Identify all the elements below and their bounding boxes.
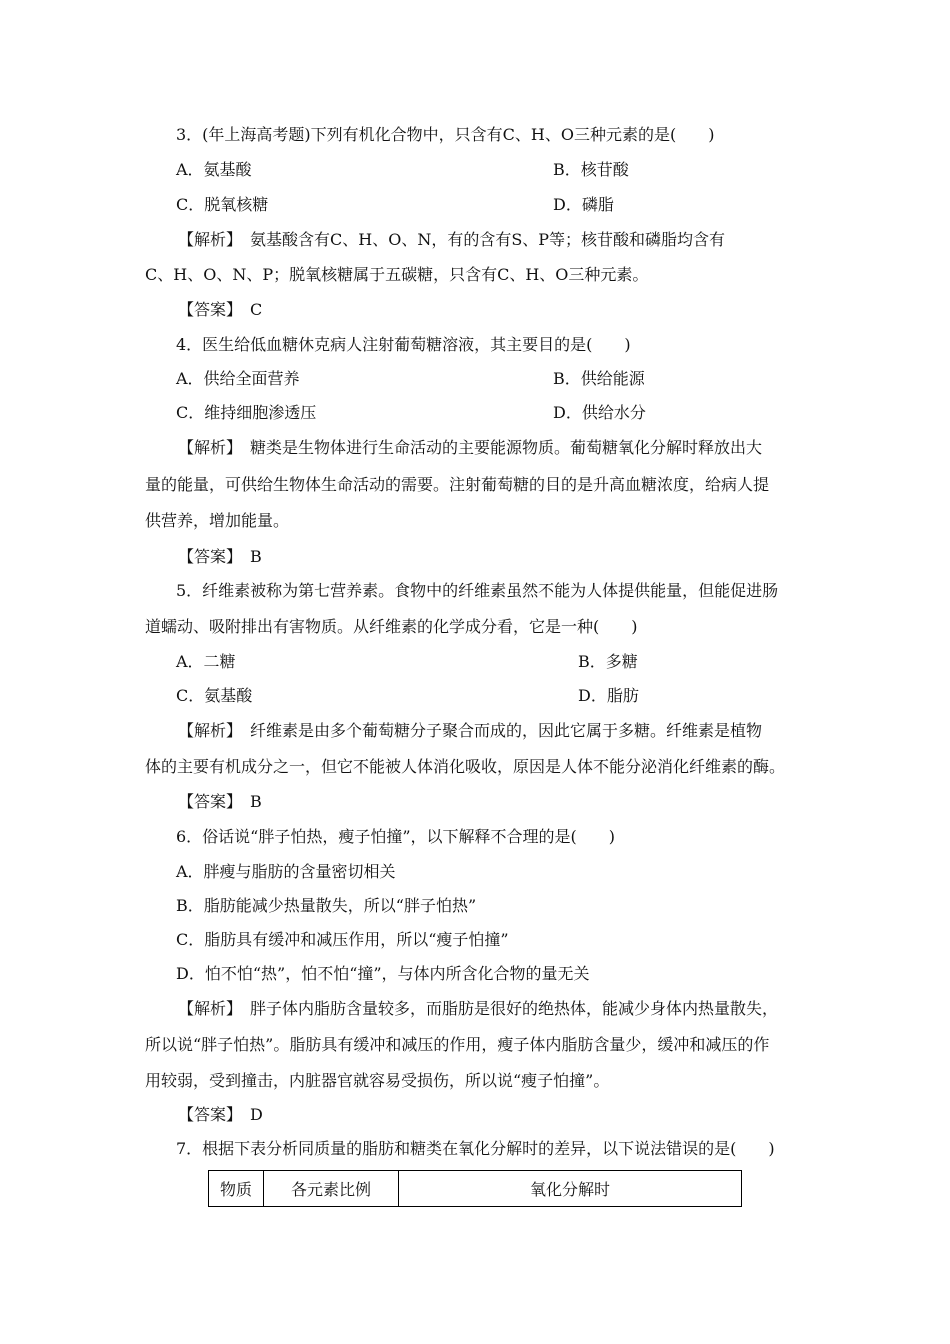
q3-option-d: D．磷脂 xyxy=(553,195,614,214)
q6-option-b: B．脂肪能减少热量散失，所以“胖子怕热” xyxy=(176,896,477,915)
q5-analysis-line-2: 体的主要有机成分之一，但它不能被人体消化吸收，原因是人体不能分泌消化纤维素的酶。 xyxy=(145,757,786,776)
q6-analysis-line-3: 用较弱，受到撞击，内脏器官就容易受损伤，所以说“瘦子怕撞”。 xyxy=(145,1071,610,1090)
q5-option-a: A．二糖 xyxy=(176,652,236,671)
q5-answer: 【答案】 B xyxy=(178,792,262,811)
q6-stem: 6．俗话说“胖子怕热，瘦子怕撞”，以下解释不合理的是( ) xyxy=(176,827,616,846)
q3-answer: 【答案】 C xyxy=(178,300,263,319)
q6-option-c: C．脂肪具有缓冲和减压作用，所以“瘦子怕撞” xyxy=(176,930,509,949)
q4-option-a: A．供给全面营养 xyxy=(176,369,300,388)
q6-answer: 【答案】 D xyxy=(178,1105,263,1124)
q7-table xyxy=(208,1170,742,1207)
q3-analysis-line-1: 【解析】 氨基酸含有C、H、O、N，有的含有S、P等；核苷酸和磷脂均含有 xyxy=(178,230,726,249)
q4-answer: 【答案】 B xyxy=(178,547,262,566)
q3-option-a: A．氨基酸 xyxy=(176,160,252,179)
q6-analysis-line-2: 所以说“胖子怕热”。脂肪具有缓冲和减压的作用，瘦子体内脂肪含量少，缓冲和减压的作 xyxy=(145,1035,770,1054)
q4-option-c: C．维持细胞渗透压 xyxy=(176,403,317,422)
q7-stem: 7．根据下表分析同质量的脂肪和糖类在氧化分解时的差异，以下说法错误的是( ) xyxy=(176,1139,775,1158)
q7-table-header-row xyxy=(209,1171,742,1207)
q3-analysis-line-2: C、H、O、N、P；脱氧核糖属于五碳糖，只含有C、H、O三种元素。 xyxy=(145,265,649,284)
q4-analysis-line-2: 量的能量，可供给生物体生命活动的需要。注射葡萄糖的目的是升高血糖浓度，给病人提 xyxy=(145,475,770,494)
q5-analysis-line-1: 【解析】 纤维素是由多个葡萄糖分子聚合而成的，因此它属于多糖。纤维素是植物 xyxy=(178,721,763,740)
q7-table-header-element-ratio: 各元素比例 xyxy=(264,1171,399,1207)
q3-stem: 3．(年上海高考题)下列有机化合物中，只含有C、H、O三种元素的是( ) xyxy=(176,125,715,144)
q6-analysis-line-1: 【解析】 胖子体内脂肪含量较多，而脂肪是很好的绝热体，能减少身体内热量散失， xyxy=(178,999,779,1018)
q3-option-b: B．核苷酸 xyxy=(553,160,629,179)
q4-analysis-line-1: 【解析】 糖类是生物体进行生命活动的主要能源物质。葡萄糖氧化分解时释放出大 xyxy=(178,438,763,457)
q7-table-header-substance: 物质 xyxy=(209,1171,264,1207)
q5-option-b: B．多糖 xyxy=(578,652,638,671)
q4-option-d: D．供给水分 xyxy=(553,403,646,422)
q6-option-a: A．胖瘦与脂肪的含量密切相关 xyxy=(176,862,396,881)
q5-option-d: D．脂肪 xyxy=(578,686,639,705)
q4-analysis-line-3: 供营养，增加能量。 xyxy=(145,511,290,530)
q6-option-d: D．怕不怕“热”，怕不怕“撞”，与体内所含化合物的量无关 xyxy=(176,964,590,983)
q4-stem: 4．医生给低血糖休克病人注射葡萄糖溶液，其主要目的是( ) xyxy=(176,335,631,354)
q5-option-c: C．氨基酸 xyxy=(176,686,253,705)
q5-stem-line-1: 5．纤维素被称为第七营养素。食物中的纤维素虽然不能为人体提供能量，但能促进肠 xyxy=(176,581,779,600)
q5-stem-line-2: 道蠕动、吸附排出有害物质。从纤维素的化学成分看，它是一种( ) xyxy=(145,617,638,636)
q4-option-b: B．供给能源 xyxy=(553,369,645,388)
q7-table-header-oxidation: 氧化分解时 xyxy=(399,1171,742,1207)
q3-option-c: C．脱氧核糖 xyxy=(176,195,269,214)
